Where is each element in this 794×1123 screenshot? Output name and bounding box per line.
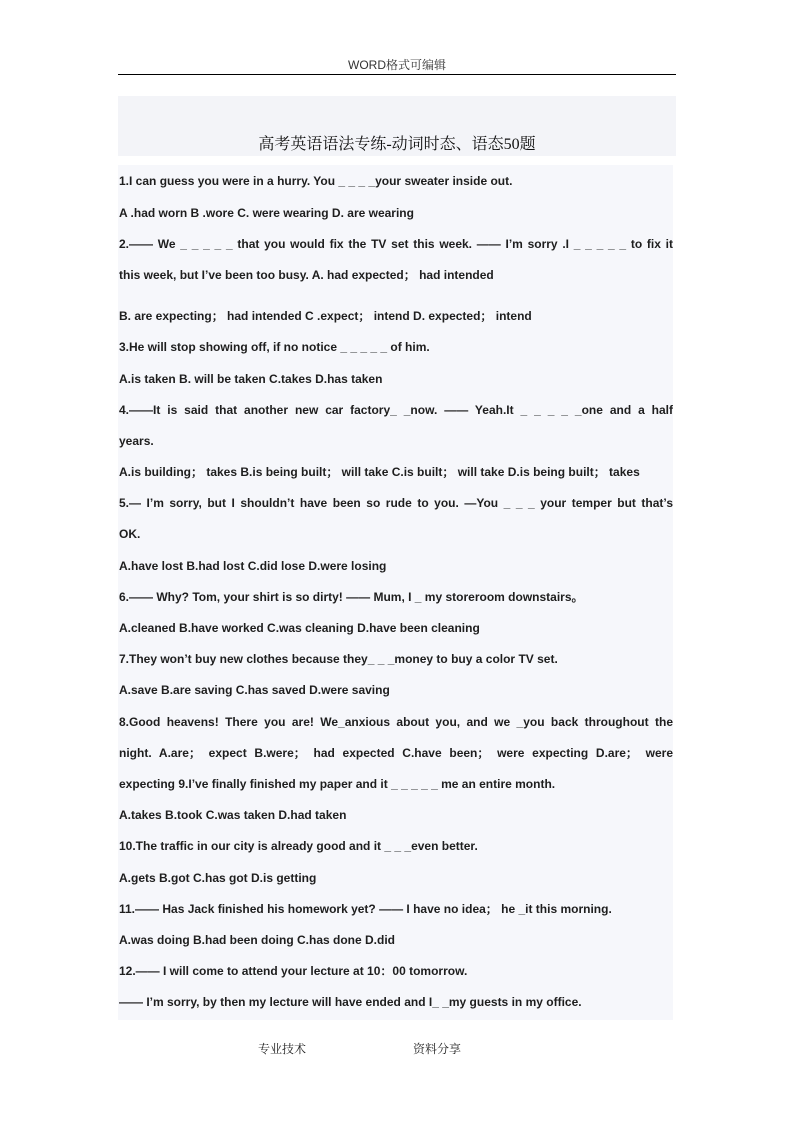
question-6-stem: 6.—— Why? Tom, your shirt is so dirty! —— Mum, I _ my storeroom downstairs。 bbox=[119, 589, 584, 604]
question-9-stem: expecting 9.I’ve finally finished my paper and it _ _ _ _ _ me an entire month. bbox=[119, 776, 556, 791]
question-2-options: B. are expecting； had intended C .expect； intend D. expected； intend bbox=[119, 309, 532, 324]
question-12-stem-line-2: —— I’m sorry, by then my lecture will have ended and I_ _my guests in my office. bbox=[119, 995, 582, 1010]
footer-label-left: 专业技术 bbox=[258, 1042, 307, 1056]
question-10-stem: 10.The traffic in our city is already good and it _ _ _even better. bbox=[119, 839, 478, 854]
footer-label-right: 资料分享 bbox=[413, 1042, 462, 1056]
question-8-options: night. A.are； expect B.were； had expected C.have been； were expecting D.are； were bbox=[119, 745, 673, 760]
question-3-stem: 3.He will stop showing off, if no notice _ _ _ _ _ of him. bbox=[119, 340, 430, 355]
question-11-stem: 11.—— Has Jack finished his homework yet? —— I have no idea； he _it this morning. bbox=[119, 901, 612, 916]
document-title: 高考英语语法专练-动词时态、语态50题 bbox=[258, 136, 536, 153]
question-8-stem: 8.Good heavens! There you are! We_anxious about you, and we _you back throughout the bbox=[119, 714, 673, 729]
question-4-options: A.is building； takes B.is being built； will take C.is built； will take D.is being built； takes bbox=[119, 465, 640, 480]
title-band bbox=[118, 96, 676, 156]
page-header: WORD格式可编辑 bbox=[348, 58, 446, 72]
question-9-options: A.takes B.took C.was taken D.had taken bbox=[119, 808, 347, 823]
exercise-content bbox=[118, 165, 673, 1020]
question-5-options: A.have lost B.had lost C.did lose D.were losing bbox=[119, 558, 387, 573]
header-divider bbox=[118, 74, 676, 75]
question-12-stem-line-1: 12.—— I will come to attend your lecture at 10：00 tomorrow. bbox=[119, 964, 468, 979]
question-11-options: A.was doing B.had been doing C.has done D.did bbox=[119, 932, 396, 947]
question-3-options: A.is taken B. will be taken C.takes D.has taken bbox=[119, 371, 383, 386]
question-4-stem-line-1: 4.——It is said that another new car factory_ _now. —— Yeah.It _ _ _ _ _one and a half bbox=[119, 402, 673, 417]
question-10-options: A.gets B.got C.has got D.is getting bbox=[119, 870, 317, 885]
question-6-options: A.cleaned B.have worked C.was cleaning D.have been cleaning bbox=[119, 621, 480, 636]
question-1-options: A .had worn B .wore C. were wearing D. are wearing bbox=[119, 205, 414, 220]
question-1-stem: 1.I can guess you were in a hurry. You _ _ _ _your sweater inside out. bbox=[119, 174, 513, 189]
question-2-stem-line-2: this week, but I’ve been too busy. A. had expected； had intended bbox=[119, 267, 494, 282]
question-7-stem: 7.They won’t buy new clothes because they_ _ _money to buy a color TV set. bbox=[119, 652, 558, 667]
question-5-stem-line-2: OK. bbox=[119, 527, 141, 542]
question-5-stem-line-1: 5.— I’m sorry, but I shouldn’t have been so rude to you. —You _ _ _ your temper but that’s bbox=[119, 496, 673, 511]
question-4-stem-line-2: years. bbox=[119, 433, 154, 448]
exercise-lines bbox=[119, 166, 673, 1018]
question-2-stem-line-1: 2.—— We _ _ _ _ _ that you would fix the TV set this week. —— I’m sorry .I _ _ _ _ _ to fix it bbox=[119, 236, 673, 251]
question-7-options: A.save B.are saving C.has saved D.were saving bbox=[119, 683, 390, 698]
